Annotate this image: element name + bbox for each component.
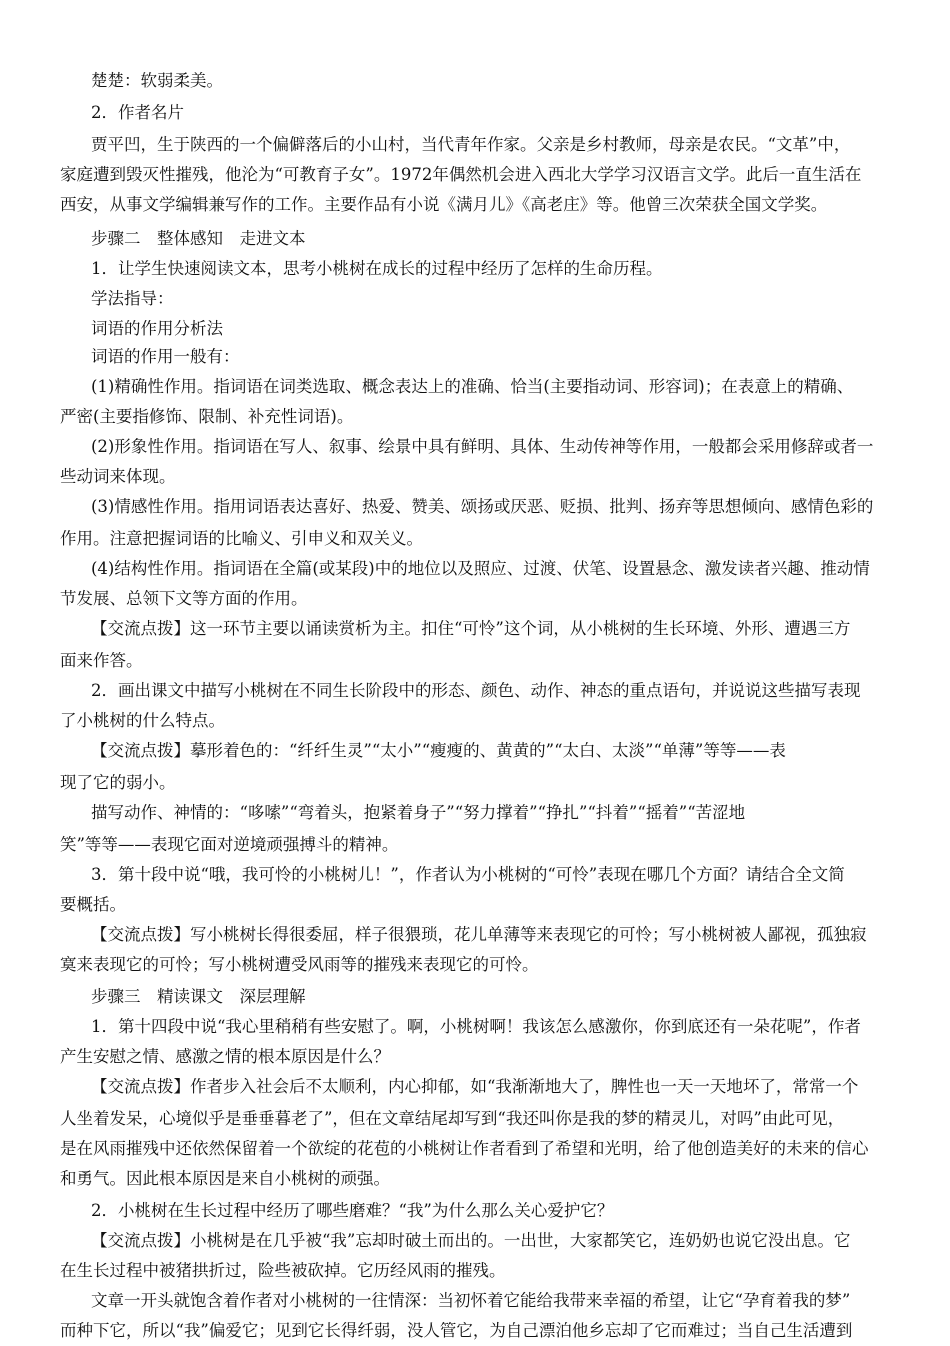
text-line: 3．第十段中说“哦，我可怜的小桃树儿！”，作者认为小桃树的“可怜”表现在哪几个方面？请结合全文简 xyxy=(91,865,845,884)
text-line: 【交流点拨】这一环节主要以诵读赏析为主。扣住“可怜”这个词，从小桃树的生长环境、外形、遭遇三方 xyxy=(91,619,851,638)
text-line: 【交流点拨】摹形着色的：“纤纤生灵”“太小”“瘦瘦的、黄黄的”“太白、太淡”“单薄”等等——表 xyxy=(91,741,786,760)
text-line: 现了它的弱小。 xyxy=(60,773,176,792)
text-line: 1．第十四段中说“我心里稍稍有些安慰了。啊，小桃树啊！我该怎么感激你，你到底还有一朵花呢”，作者 xyxy=(91,1017,861,1036)
text-line: 2．作者名片 xyxy=(91,103,184,122)
text-line: 家庭遭到毁灭性摧残，他沦为“可教育子女”。1972年偶然机会进入西北大学学习汉语言文学。此后一直生活在 xyxy=(60,165,862,184)
text-line: 贾平凹，生于陕西的一个偏僻落后的小山村，当代青年作家。父亲是乡村教师，母亲是农民。“文革”中， xyxy=(91,135,851,154)
text-line: 作用。注意把握词语的比喻义、引申义和双关义。 xyxy=(60,529,423,548)
text-line: 在生长过程中被猪拱折过，险些被砍掉。它历经风雨的摧残。 xyxy=(60,1261,506,1280)
text-line: 要概括。 xyxy=(60,895,126,914)
text-line: 面来作答。 xyxy=(60,651,143,670)
text-line: 笑”等等——表现它面对逆境顽强搏斗的精神。 xyxy=(60,835,399,854)
text-line: 【交流点拨】作者步入社会后不太顺利，内心抑郁，如“我渐渐地大了，脾性也一天一天地坏了，常常一个 xyxy=(91,1077,859,1096)
text-line: 些动词来体现。 xyxy=(60,467,176,486)
text-line: 寞来表现它的可怜；写小桃树遭受风雨等的摧残来表现它的可怜。 xyxy=(60,955,539,974)
text-line: 是在风雨摧残中还依然保留着一个欲绽的花苞的小桃树让作者看到了希望和光明，给了他创造美好的未来的信心 xyxy=(60,1139,869,1158)
text-line: (2)形象性作用。指词语在写人、叙事、绘景中具有鲜明、具体、生动传神等作用，一般都会采用修辞或者一 xyxy=(91,437,874,456)
text-line: 人坐着发呆，心境似乎是垂垂暮老了”，但在文章结尾却写到“我还叫你是我的梦的精灵儿，对吗”由此可见， xyxy=(60,1109,845,1128)
text-line: 2．画出课文中描写小桃树在不同生长阶段中的形态、颜色、动作、神态的重点语句，并说说这些描写表现 xyxy=(91,681,861,700)
text-line: 词语的作用分析法 xyxy=(91,319,223,338)
text-line: (1)精确性作用。指词语在词类选取、概念表达上的准确、恰当(主要指动词、形容词)；在表意上的精确、 xyxy=(91,377,854,396)
text-line: (4)结构性作用。指词语在全篇(或某段)中的地位以及照应、过渡、伏笔、设置悬念、激发读者兴趣、推动情 xyxy=(91,559,870,578)
text-line: 楚楚：软弱柔美。 xyxy=(91,71,223,90)
text-line: 词语的作用一般有： xyxy=(91,347,240,366)
text-line: 严密(主要指修饰、限制、补充性词语)。 xyxy=(60,407,354,426)
text-line: 节发展、总领下文等方面的作用。 xyxy=(60,589,308,608)
text-line: 学法指导： xyxy=(91,289,174,308)
text-line: 文章一开头就饱含着作者对小桃树的一往情深：当初怀着它能给我带来幸福的希望，让它“孕育着我的梦” xyxy=(91,1291,851,1310)
text-line: 西安，从事文学编辑兼写作的工作。主要作品有小说《满月儿》《高老庄》等。他曾三次荣获全国文学奖。 xyxy=(60,195,828,214)
text-line: 【交流点拨】写小桃树长得很委屈，样子很猥琐，花儿单薄等来表现它的可怜；写小桃树被人鄙视，孤独寂 xyxy=(91,925,867,944)
text-line: 步骤二 整体感知 走进文本 xyxy=(91,229,306,248)
text-line: 而种下它，所以“我”偏爱它；见到它长得纤弱，没人管它，为自己漂泊他乡忘却了它而难过；当自己生活遭到 xyxy=(60,1321,853,1340)
text-line: 产生安慰之情、感激之情的根本原因是什么？ xyxy=(60,1047,390,1066)
text-line: 了小桃树的什么特点。 xyxy=(60,711,225,730)
text-line: 和勇气。因此根本原因是来自小桃树的顽强。 xyxy=(60,1169,390,1188)
text-line: (3)情感性作用。指用词语表达喜好、热爱、赞美、颂扬或厌恶、贬损、批判、扬弃等思想倾向、感情色彩的 xyxy=(91,497,874,516)
text-line: 步骤三 精读课文 深层理解 xyxy=(91,987,306,1006)
text-line: 2．小桃树在生长过程中经历了哪些磨难？“我”为什么那么关心爱护它？ xyxy=(91,1201,614,1220)
text-line: 【交流点拨】小桃树是在几乎被“我”忘却时破土而出的。一出世，大家都笑它，连奶奶也说它没出息。它 xyxy=(91,1231,851,1250)
text-line: 描写动作、神情的：“哆嗦”“弯着头，抱紧着身子”“努力撑着”“挣扎”“抖着”“摇着”“苦涩地 xyxy=(91,803,746,822)
text-line: 1．让学生快速阅读文本，思考小桃树在成长的过程中经历了怎样的生命历程。 xyxy=(91,259,663,278)
